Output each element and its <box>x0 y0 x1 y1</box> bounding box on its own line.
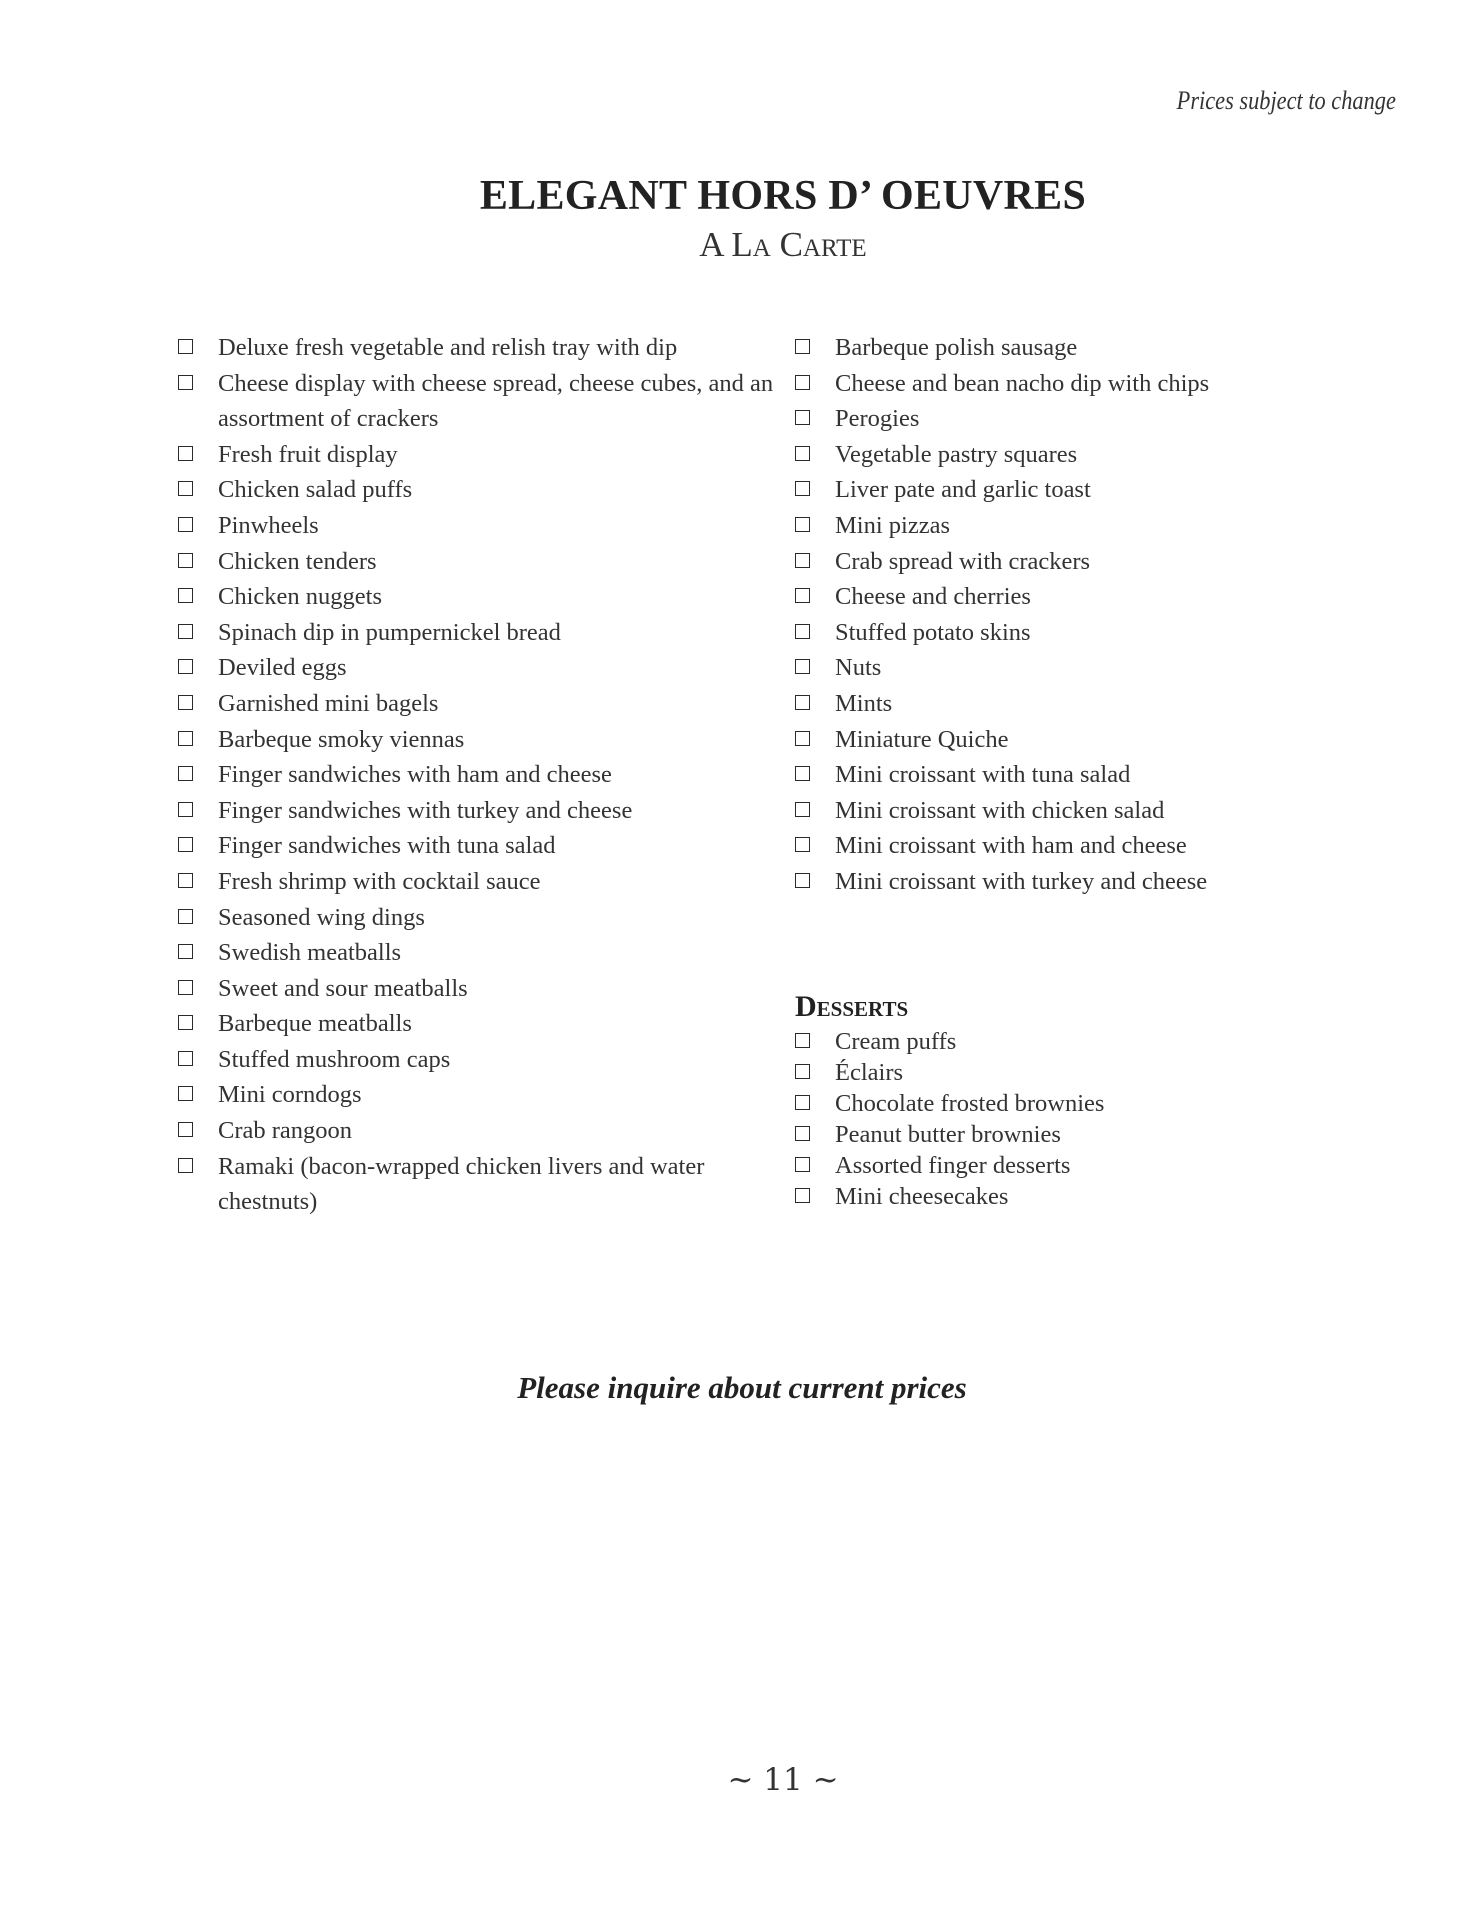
item-label: Nuts <box>835 654 882 682</box>
list-item[interactable] <box>795 686 1355 722</box>
list-item[interactable] <box>178 722 783 758</box>
checkbox-icon[interactable] <box>178 446 193 461</box>
item-label: Fresh fruit display <box>218 440 398 468</box>
list-item[interactable] <box>178 544 783 580</box>
page-number: ~ 11 ~ <box>727 1762 839 1798</box>
list-item[interactable] <box>178 1149 783 1220</box>
item-label: Miniature Quiche <box>835 725 1009 753</box>
checkbox-icon[interactable] <box>795 1095 810 1110</box>
item-label: Chicken salad puffs <box>218 476 413 504</box>
checkbox-icon[interactable] <box>795 766 810 781</box>
checkbox-icon[interactable] <box>178 624 193 639</box>
checkbox-icon[interactable] <box>178 980 193 995</box>
list-item[interactable] <box>178 1042 783 1078</box>
item-label: Mini croissant with chicken salad <box>835 796 1165 824</box>
item-label: Finger sandwiches with tuna salad <box>218 832 556 860</box>
checkbox-icon[interactable] <box>795 1188 810 1203</box>
item-label: Crab spread with crackers <box>835 547 1091 575</box>
item-label: Swedish meatballs <box>218 939 402 967</box>
checkbox-icon[interactable] <box>178 802 193 817</box>
list-item[interactable] <box>795 508 1355 544</box>
desserts-list <box>795 1026 1355 1212</box>
list-item[interactable] <box>795 544 1355 580</box>
list-item[interactable] <box>178 864 783 900</box>
list-item[interactable] <box>795 472 1355 508</box>
list-item[interactable] <box>795 793 1355 829</box>
item-label: Perogies <box>835 405 920 433</box>
item-label: Barbeque polish sausage <box>835 334 1078 361</box>
checkbox-icon[interactable] <box>178 1015 193 1030</box>
list-item[interactable] <box>178 1113 783 1149</box>
item-label: Mini croissant with tuna salad <box>835 761 1131 789</box>
item-label: Spinach dip in pumpernickel bread <box>218 618 561 646</box>
desserts-heading: Desserts <box>795 990 909 1023</box>
list-item[interactable] <box>178 757 783 793</box>
item-label: Stuffed mushroom caps <box>218 1045 451 1073</box>
list-item[interactable] <box>795 1181 1355 1212</box>
list-item[interactable] <box>178 828 783 864</box>
checkbox-icon[interactable] <box>795 802 810 817</box>
checkbox-icon[interactable] <box>795 588 810 603</box>
checkbox-icon[interactable] <box>795 1126 810 1141</box>
hors-doeuvres-list-right <box>795 330 1355 900</box>
checkbox-icon[interactable] <box>178 695 193 710</box>
list-item[interactable] <box>178 935 783 971</box>
list-item[interactable] <box>178 330 783 366</box>
list-item[interactable] <box>795 757 1355 793</box>
checkbox-icon[interactable] <box>795 695 810 710</box>
list-item[interactable] <box>795 1026 1355 1057</box>
list-item[interactable] <box>178 437 783 473</box>
item-label: Cheese and bean nacho dip with chips <box>835 369 1210 397</box>
item-label: Seasoned wing dings <box>218 903 425 931</box>
hors-doeuvres-list-left <box>178 330 783 1220</box>
item-label: Crab rangoon <box>218 1117 353 1145</box>
checkbox-icon[interactable] <box>178 944 193 959</box>
checkbox-icon[interactable] <box>178 1051 193 1066</box>
list-item[interactable] <box>795 1088 1355 1119</box>
checkbox-icon[interactable] <box>795 553 810 568</box>
checkbox-icon[interactable] <box>178 766 193 781</box>
page-subtitle: A La Carte <box>699 225 867 264</box>
list-item[interactable] <box>178 579 783 615</box>
checkbox-icon[interactable] <box>178 517 193 532</box>
list-item[interactable] <box>178 686 783 722</box>
list-item[interactable] <box>178 793 783 829</box>
item-label: Finger sandwiches with turkey and cheese <box>218 796 633 824</box>
prices-note: Prices subject to change <box>1176 86 1396 115</box>
list-item[interactable] <box>178 366 783 437</box>
item-label: Mini corndogs <box>218 1081 362 1109</box>
list-item[interactable] <box>795 828 1355 864</box>
list-item[interactable] <box>178 650 783 686</box>
item-label: Ramaki (bacon-wrapped chicken livers and water chestnuts) <box>218 1152 705 1216</box>
item-label: Chocolate frosted brownies <box>835 1090 1105 1117</box>
list-item[interactable] <box>795 1119 1355 1150</box>
checkbox-icon[interactable] <box>795 1064 810 1079</box>
item-label: Mini pizzas <box>835 511 950 539</box>
checkbox-icon[interactable] <box>178 909 193 924</box>
item-label: Liver pate and garlic toast <box>835 476 1091 504</box>
list-item[interactable] <box>795 650 1355 686</box>
checkbox-icon[interactable] <box>178 481 193 496</box>
item-label: Deviled eggs <box>218 654 347 682</box>
checkbox-icon[interactable] <box>795 837 810 852</box>
item-label: Deluxe fresh vegetable and relish tray with dip <box>218 334 678 361</box>
item-label: Assorted finger desserts <box>835 1152 1071 1179</box>
list-item[interactable] <box>178 472 783 508</box>
item-label: Vegetable pastry squares <box>835 440 1078 468</box>
checkbox-icon[interactable] <box>178 1122 193 1137</box>
item-label: Chicken nuggets <box>218 583 382 611</box>
list-item[interactable] <box>795 330 1355 366</box>
item-label: Mini cheesecakes <box>835 1183 1009 1210</box>
checkbox-icon[interactable] <box>795 339 810 354</box>
list-item[interactable] <box>795 366 1355 402</box>
checkbox-icon[interactable] <box>178 837 193 852</box>
list-item[interactable] <box>178 508 783 544</box>
list-item[interactable] <box>795 401 1355 437</box>
item-label: Finger sandwiches with ham and cheese <box>218 761 612 789</box>
item-label: Cheese and cherries <box>835 583 1031 611</box>
item-label: Chicken tenders <box>218 547 377 575</box>
checkbox-icon[interactable] <box>795 517 810 532</box>
list-item[interactable] <box>795 437 1355 473</box>
checkbox-icon[interactable] <box>795 375 810 390</box>
item-label: Éclairs <box>835 1059 904 1086</box>
item-label: Cheese display with cheese spread, cheese cubes, and an assortment of crackers <box>218 369 774 433</box>
checkbox-icon[interactable] <box>178 659 193 674</box>
checkbox-icon[interactable] <box>178 1158 193 1173</box>
checkbox-icon[interactable] <box>795 624 810 639</box>
checkbox-icon[interactable] <box>178 588 193 603</box>
list-item[interactable] <box>795 722 1355 758</box>
item-label: Mini croissant with ham and cheese <box>835 832 1187 860</box>
list-item[interactable] <box>178 615 783 651</box>
list-item[interactable] <box>178 1006 783 1042</box>
checkbox-icon[interactable] <box>178 1086 193 1101</box>
item-label: Mini croissant with turkey and cheese <box>835 867 1208 895</box>
checkbox-icon[interactable] <box>795 659 810 674</box>
checkbox-icon[interactable] <box>178 731 193 746</box>
item-label: Sweet and sour meatballs <box>218 974 468 1002</box>
item-label: Mints <box>835 689 893 717</box>
list-item[interactable] <box>795 579 1355 615</box>
list-item[interactable] <box>795 615 1355 651</box>
item-label: Cream puffs <box>835 1028 957 1055</box>
checkbox-icon[interactable] <box>795 410 810 425</box>
item-label: Garnished mini bagels <box>218 689 439 717</box>
list-item[interactable] <box>795 1150 1355 1181</box>
list-item[interactable] <box>795 864 1355 900</box>
checkbox-icon[interactable] <box>795 446 810 461</box>
list-item[interactable] <box>178 1077 783 1113</box>
item-label: Fresh shrimp with cocktail sauce <box>218 867 541 895</box>
item-label: Pinwheels <box>218 511 319 539</box>
checkbox-icon[interactable] <box>178 339 193 354</box>
list-item[interactable] <box>178 900 783 936</box>
item-label: Barbeque smoky viennas <box>218 725 465 753</box>
checkbox-icon[interactable] <box>795 481 810 496</box>
checkbox-icon[interactable] <box>795 1033 810 1048</box>
list-item[interactable] <box>178 971 783 1007</box>
checkbox-icon[interactable] <box>795 1157 810 1172</box>
list-item[interactable] <box>795 1057 1355 1088</box>
checkbox-icon[interactable] <box>178 553 193 568</box>
checkbox-icon[interactable] <box>795 873 810 888</box>
item-label: Barbeque meatballs <box>218 1010 412 1038</box>
checkbox-icon[interactable] <box>178 375 193 390</box>
inquire-note: Please inquire about current prices <box>517 1370 967 1405</box>
checkbox-icon[interactable] <box>795 731 810 746</box>
item-label: Stuffed potato skins <box>835 618 1031 646</box>
item-label: Peanut butter brownies <box>835 1121 1061 1148</box>
page-title: ELEGANT HORS D’ OEUVRES <box>479 173 1087 219</box>
checkbox-icon[interactable] <box>178 873 193 888</box>
